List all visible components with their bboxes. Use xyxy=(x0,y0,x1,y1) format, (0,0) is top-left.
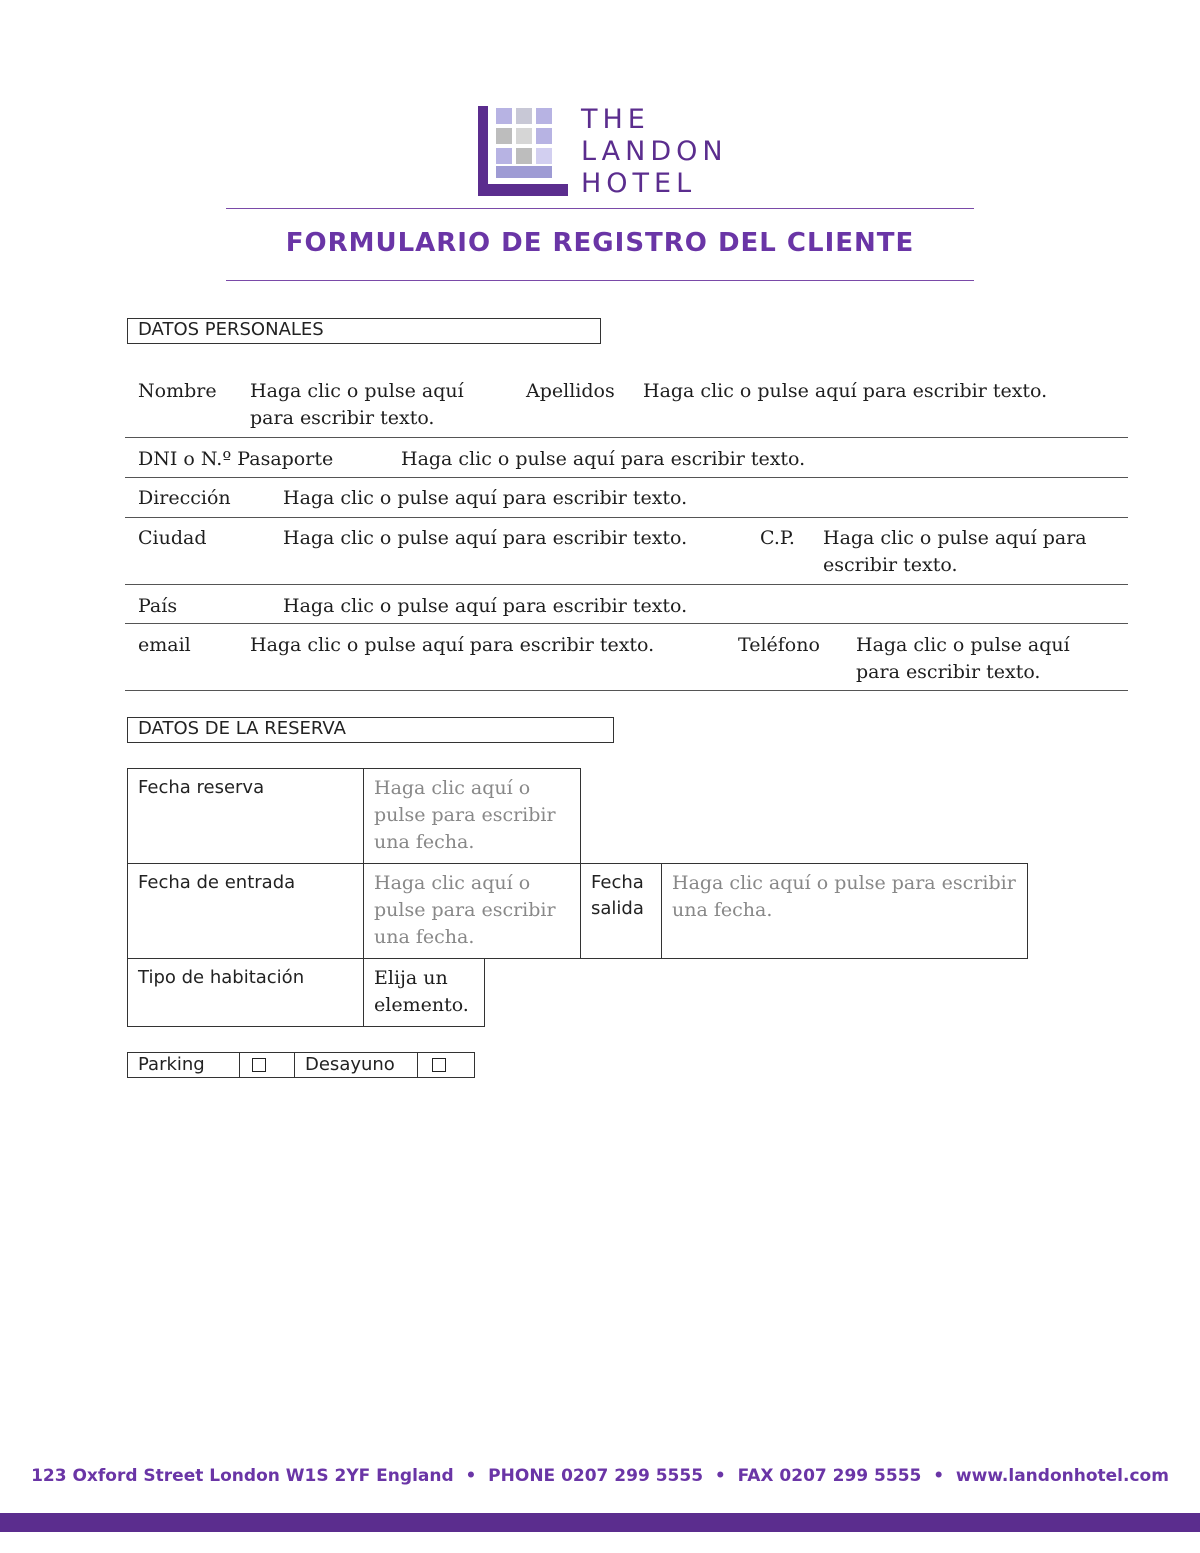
form-title: FORMULARIO DE REGISTRO DEL CLIENTE xyxy=(285,228,915,258)
fecha-entrada-placeholder: Haga clic aquí o pulse para escribir una fecha. xyxy=(374,872,556,948)
row-divider xyxy=(125,690,1128,691)
parking-checkbox[interactable] xyxy=(252,1058,266,1072)
direccion-field[interactable]: Haga clic o pulse aquí para escribir texto. xyxy=(283,487,688,509)
cp-field[interactable]: Haga clic o pulse aquí para escribir texto. xyxy=(823,527,1087,576)
logo-text-the: THE xyxy=(581,104,650,135)
logo-text-landon: LANDON xyxy=(581,136,728,167)
pais-label: País xyxy=(138,595,178,617)
telefono-field[interactable]: Haga clic o pulse aquí para escribir texto. xyxy=(856,634,1070,683)
fecha-salida-placeholder: Haga clic aquí o pulse para escribir una fecha. xyxy=(672,872,1016,921)
parking-checkbox-cell[interactable] xyxy=(239,1052,295,1078)
fecha-reserva-label-cell xyxy=(127,768,364,864)
fecha-reserva-field[interactable] xyxy=(363,768,581,864)
nombre-field[interactable]: Haga clic o pulse aquí para escribir texto. xyxy=(250,380,464,429)
fecha-salida-label-cell xyxy=(580,863,662,959)
logo-text-hotel: HOTEL xyxy=(581,168,697,199)
row-divider xyxy=(125,623,1128,624)
tipo-habitacion-label: Tipo de habitación xyxy=(138,967,305,988)
logo-mark-icon xyxy=(478,104,568,196)
fecha-salida-field[interactable] xyxy=(661,863,1028,959)
fecha-entrada-label: Fecha de entrada xyxy=(138,872,296,893)
title-top-rule xyxy=(226,208,974,209)
section-personal-title: DATOS PERSONALES xyxy=(127,318,601,344)
email-label: email xyxy=(138,634,191,656)
desayuno-checkbox[interactable] xyxy=(432,1058,446,1072)
nombre-label: Nombre xyxy=(138,380,217,402)
apellidos-field[interactable]: Haga clic o pulse aquí para escribir texto. xyxy=(643,380,1048,402)
parking-label-cell xyxy=(127,1052,240,1078)
tipo-habitacion-label-cell xyxy=(127,958,364,1027)
desayuno-label-cell xyxy=(294,1052,418,1078)
hotel-logo xyxy=(478,104,730,199)
fecha-entrada-label-cell xyxy=(127,863,364,959)
footer-address: 123 Oxford Street London W1S 2YF England • PHONE 0207 299 5555 • FAX 0207 299 5555 • www.landonhotel.com xyxy=(31,1466,1169,1486)
telefono-label: Teléfono xyxy=(738,634,820,656)
row-divider xyxy=(125,477,1128,478)
parking-label: Parking xyxy=(138,1054,205,1075)
pais-field[interactable]: Haga clic o pulse aquí para escribir texto. xyxy=(283,595,688,617)
row-divider xyxy=(125,517,1128,518)
apellidos-label: Apellidos xyxy=(526,380,615,402)
fecha-entrada-field[interactable] xyxy=(363,863,581,959)
desayuno-checkbox-cell[interactable] xyxy=(417,1052,475,1078)
footer-bar xyxy=(0,1513,1200,1532)
row-divider xyxy=(125,584,1128,585)
email-field[interactable]: Haga clic o pulse aquí para escribir texto. xyxy=(250,634,655,656)
cp-label: C.P. xyxy=(760,527,795,549)
ciudad-field[interactable]: Haga clic o pulse aquí para escribir texto. xyxy=(283,527,688,549)
title-bottom-rule xyxy=(226,280,974,281)
fecha-reserva-placeholder: Haga clic aquí o pulse para escribir una fecha. xyxy=(374,777,556,853)
tipo-habitacion-select[interactable] xyxy=(363,958,485,1027)
ciudad-label: Ciudad xyxy=(138,527,207,549)
direccion-label: Dirección xyxy=(138,487,231,509)
row-divider xyxy=(125,437,1128,438)
desayuno-label: Desayuno xyxy=(305,1054,395,1075)
dni-field[interactable]: Haga clic o pulse aquí para escribir texto. xyxy=(401,448,806,470)
fecha-salida-label: Fecha salida xyxy=(591,872,644,919)
fecha-reserva-label: Fecha reserva xyxy=(138,777,265,798)
section-reservation-title: DATOS DE LA RESERVA xyxy=(127,717,614,743)
dni-label: DNI o N.º Pasaporte xyxy=(138,448,334,470)
tipo-habitacion-value: Elija un elemento. xyxy=(374,967,469,1016)
